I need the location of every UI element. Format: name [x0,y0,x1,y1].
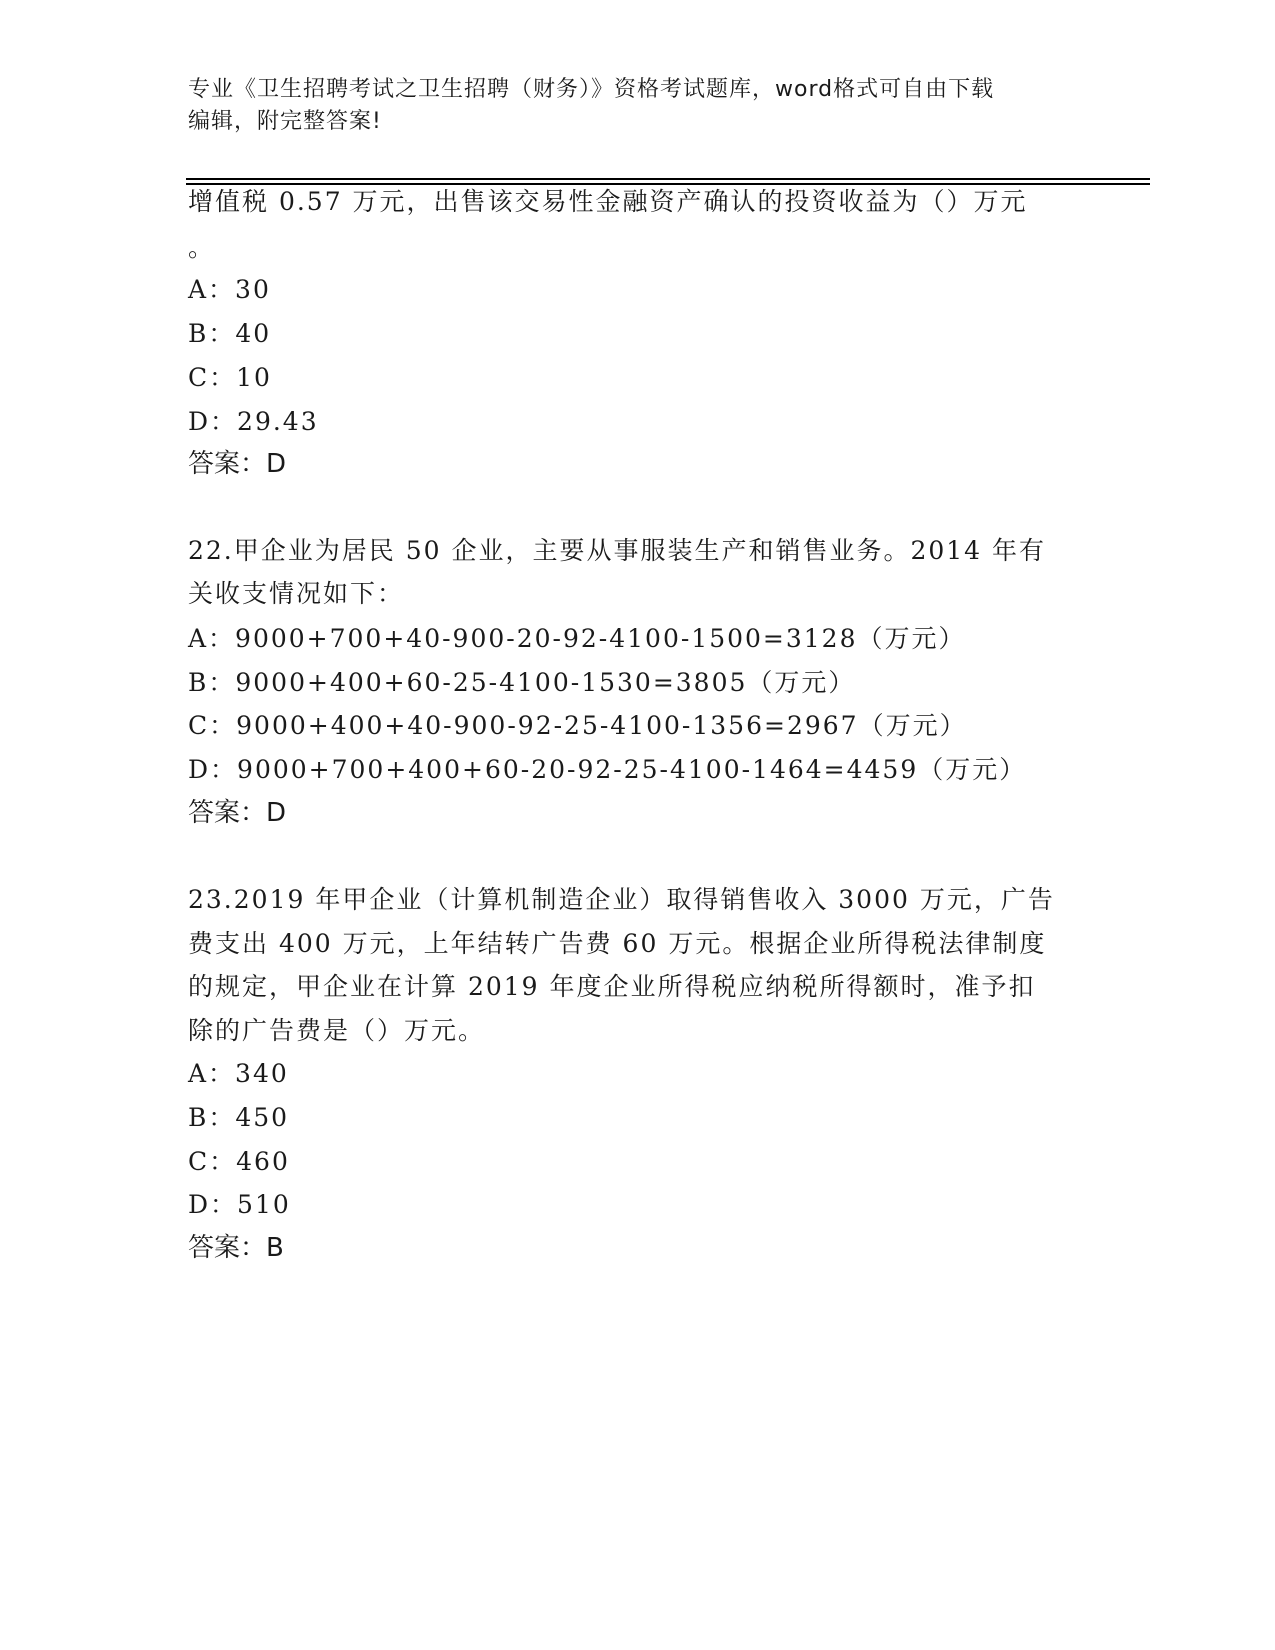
q23-option-d: D：510 [188,1190,291,1219]
q22-option-b: B：9000+400+60-25-4100-1530=3805（万元） [188,668,856,697]
q22-answer: 答案：D [188,798,287,828]
q23-stem-line-4: 除的广告费是（）万元。 [188,1016,486,1045]
q23-stem-line-2: 费支出 400 万元，上年结转广告费 60 万元。根据企业所得税法律制度 [188,929,1047,958]
q23-stem-line-1: 23.2019 年甲企业（计算机制造企业）取得销售收入 3000 万元，广告 [188,885,1055,914]
q21-option-a: A：30 [188,275,271,304]
q22-option-c: C：9000+400+40-900-92-25-4100-1356=2967（万元） [188,711,967,740]
q21-option-c: C：10 [188,363,272,392]
header-line-1: 专业《卫生招聘考试之卫生招聘（财务）》资格考试题库，word格式可自由下载 [188,77,995,102]
q23-answer: 答案：B [188,1233,284,1263]
q22-option-d: D：9000+700+400+60-20-92-25-4100-1464=4459（万元） [188,755,1027,784]
q21-option-b: B：40 [188,319,272,348]
header-divider-top [186,178,1150,180]
document-header [188,74,1088,138]
q21-answer: 答案：D [188,449,287,479]
q21-option-d: D：29.43 [188,407,319,436]
q22-stem-line-1: 22.甲企业为居民 50 企业，主要从事服装生产和销售业务。2014 年有 [188,536,1047,565]
q23-stem-line-3: 的规定，甲企业在计算 2019 年度企业所得税应纳税所得额时，准予扣 [188,972,1036,1001]
q23-option-b: B：450 [188,1103,290,1132]
q23-option-a: A：340 [188,1059,289,1088]
header-divider-bottom [186,183,1150,185]
header-line-2: 编辑，附完整答案! [188,109,382,134]
q23-option-c: C：460 [188,1147,290,1176]
q21-stem-line-1: 增值税 0.57 万元，出售该交易性金融资产确认的投资收益为（）万元 [188,187,1028,216]
q21-stem-line-2: 。 [188,233,216,262]
q22-stem-line-2: 关收支情况如下： [188,579,405,608]
q22-option-a: A：9000+700+40-900-20-92-4100-1500=3128（万元） [188,624,966,653]
